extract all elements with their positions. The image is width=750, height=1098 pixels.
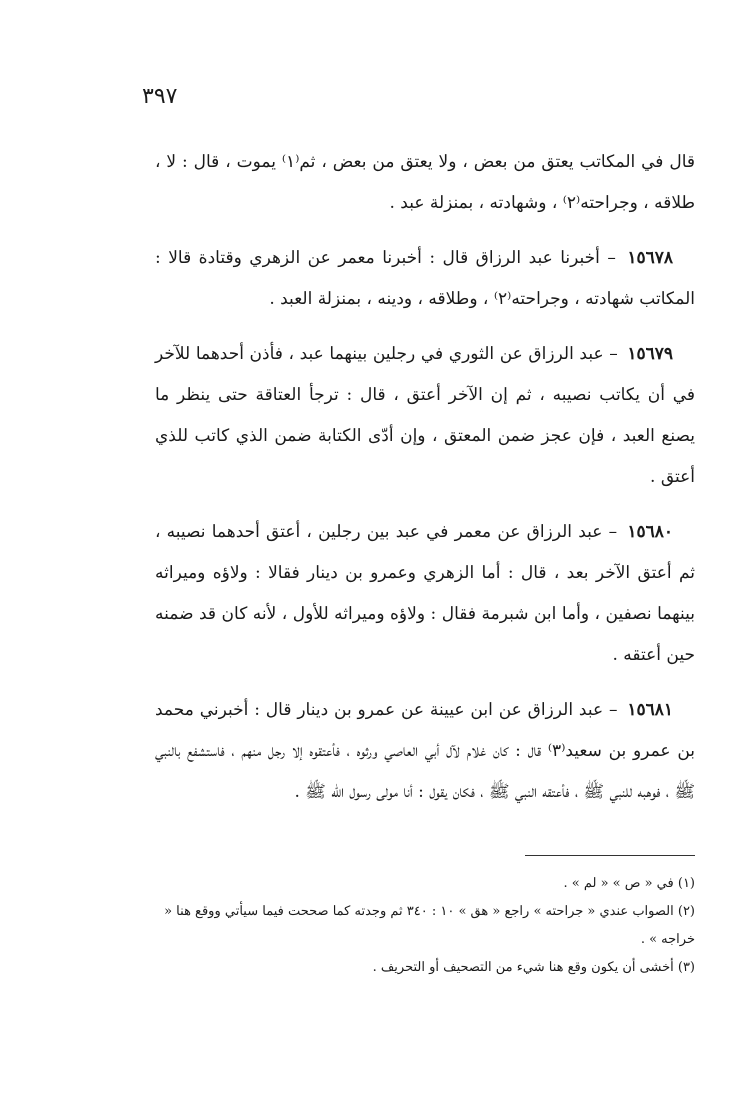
hadith-paragraph: ١٥٦٧٨ – أخبرنا عبد الرزاق قال : أخبرنا معمر عن الزهري وقتادة قالا : المكاتب شهادته ، وجراحته⁽٢⁾ ، وطلاقه ، ودينه ، بمنزلة العبد . (155, 248, 695, 309)
hadith-text: عبد الرزاق عن معمر في عبد بين رجلين ، أعتق أحدهما نصيبه ، ثم أعتق الآخر بعد ، قال : أما الزهري وعمرو بن دينار فقالا : ولاؤه وميراثه بينهما نصفين ، وأما ابن شبرمة فقال : ولاؤه وميراثه للأول ، لأنه كان قد ضمنه حين أعتقه . (155, 522, 695, 665)
main-text (155, 142, 695, 827)
hadith-text: عبد الرزاق عن ابن عيينة عن عمرو بن دينار قال : أخبرني محمد بن عمرو بن سعيد⁽٣⁾ قال : كان غلام لآل أبي العاصي ورثوه ، فأعتقوه إلا رجل منهم ، فاستشفع بالنبي ﷺ ، فوهبه للنبي ﷺ ، فأعتقه النبي ﷺ ، فكان يقول : أنا مولى رسول الله ﷺ . (155, 700, 695, 802)
footnote: (٣) أخشى أن يكون وقع هنا شيء من التصحيف أو التحريف . (372, 960, 695, 975)
hadith-number: ١٥٦٨١ (627, 700, 673, 720)
hadith-number: ١٥٦٨٠ (627, 522, 673, 542)
hadith-paragraph: ١٥٦٨٠ – عبد الرزاق عن معمر في عبد بين رجلين ، أعتق أحدهما نصيبه ، ثم أعتق الآخر بعد ، قال : أما الزهري وعمرو بن دينار فقالا : ولاؤه وميراثه بينهما نصفين ، وأما ابن شبرمة فقال : ولاؤه وميراثه للأول ، لأنه كان قد ضمنه حين أعتقه . (155, 522, 695, 665)
hadith-text: عبد الرزاق عن الثوري في رجلين بينهما عبد ، فأذن أحدهما للآخر في أن يكاتب نصيبه ، ثم إن الآخر أعتق ، قال : ترجأ العتاقة حتى ينظر ما يصنع العبد ، فإن عجز ضمن المعتق ، وإن أدّى الكتابة ضمن الذي كاتب للذي أعتق . (155, 344, 695, 487)
intro-paragraph: قال في المكاتب يعتق من بعض ، ولا يعتق من بعض ، ثم⁽١⁾ يموت ، قال : لا ، طلاقه ، وجراحته⁽٢⁾ ، وشهادته ، بمنزلة عبد . (155, 152, 695, 213)
hadith-number: ١٥٦٧٩ (627, 344, 673, 364)
footnotes (155, 870, 695, 982)
footnote: (٢) الصواب عندي « جراحته » راجع « هق » ١٠ : ٣٤٠ ثم وجدته كما صححت فيما سيأتي ووقع هنا « خراجه » . (164, 904, 695, 947)
footnote-divider (525, 855, 695, 856)
hadith-text: أخبرنا عبد الرزاق قال : أخبرنا معمر عن الزهري وقتادة قالا : المكاتب شهادته ، وجراحته⁽٢⁾ ، وطلاقه ، ودينه ، بمنزلة العبد . (155, 248, 695, 309)
hadith-number: ١٥٦٧٨ (627, 248, 673, 268)
footnote: (١) في « ص » « لم » . (563, 876, 695, 891)
page-number: ٣٩٧ (142, 84, 178, 109)
hadith-paragraph: ١٥٦٧٩ – عبد الرزاق عن الثوري في رجلين بينهما عبد ، فأذن أحدهما للآخر في أن يكاتب نصيبه ، ثم إن الآخر أعتق ، قال : ترجأ العتاقة حتى ينظر ما يصنع العبد ، فإن عجز ضمن المعتق ، وإن أدّى الكتابة ضمن الذي كاتب للذي أعتق . (155, 344, 695, 487)
hadith-paragraph: ١٥٦٨١ – عبد الرزاق عن ابن عيينة عن عمرو بن دينار قال : أخبرني محمد بن عمرو بن سعيد⁽٣⁾ قال : كان غلام لآل أبي العاصي ورثوه ، فأعتقوه إلا رجل منهم ، فاستشفع بالنبي ﷺ ، فوهبه للنبي ﷺ ، فأعتقه النبي ﷺ ، فكان يقول : أنا مولى رسول الله ﷺ . (155, 700, 695, 802)
